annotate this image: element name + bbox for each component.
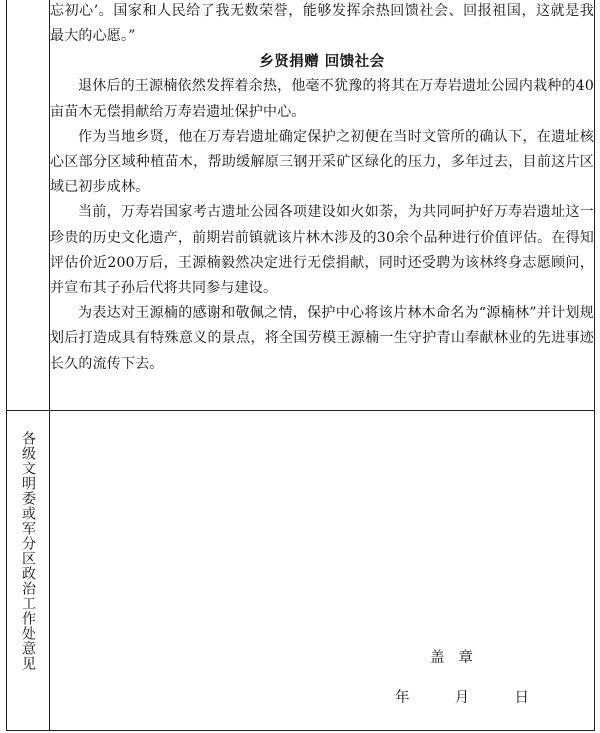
date-year: 年 bbox=[395, 690, 410, 706]
opinion-row bbox=[7, 411, 595, 731]
opinion-label: 各级文明委或军分区政治工作处意见 bbox=[20, 431, 36, 671]
paragraph-2: 作为当地乡贤，他在万寿岩遗址确定保护之初便在当时文管所的确认下，在遗址核心区部分区域种植苗木，帮助缓解原三钢开采矿区绿化的压力，多年过去，目前这片区域已初步成林。 bbox=[50, 128, 594, 196]
date-line bbox=[395, 686, 529, 707]
date-day: 日 bbox=[514, 690, 529, 706]
opinion-content-cell[interactable] bbox=[50, 411, 595, 731]
paragraph-1: 退休后的王源楠依然发挥着余热，他毫不犹豫的将其在万寿岩遗址公园内栽种的40亩苗木无偿捐献给万寿岩遗址保护中心。 bbox=[50, 78, 594, 120]
seal-text: 盖章 bbox=[430, 650, 487, 666]
signature-area bbox=[50, 411, 594, 730]
opinion-label-cell bbox=[7, 411, 50, 731]
section-heading: 乡贤捐赠 回馈社会 bbox=[259, 53, 385, 71]
content-row bbox=[7, 0, 595, 411]
date-month: 月 bbox=[454, 690, 470, 706]
empty-label-cell bbox=[7, 0, 50, 411]
content-cell bbox=[50, 0, 595, 411]
paragraph-4: 为表达对王源楠的感谢和敬佩之情，保护中心将该片林木命名为“源楠林”并计划规划后打造成具有特殊意义的景点，将全国劳模王源楠一生守护青山奉献林业的先进事迹长久的流传下去。 bbox=[50, 305, 594, 372]
paragraph-intro-tail: 忘初心’。国家和人民给了我无数荣誉，能够发挥余热回馈社会、回报祖国，这就是我最大的心愿。” bbox=[50, 3, 594, 45]
form-table bbox=[6, 0, 595, 731]
paragraph-3: 当前，万寿岩国家考古遗址公园各项建设如火如荼，为共同呵护好万寿岩遗址这一珍贵的历史文化遗产，前期岩前镇就该片林木涉及的30余个品种进行价值评估。在得知评估价近200万后，王源楠毅然决定进行无偿捐献，同时还受聘为该林终身志愿顾问，并宣布其子孙后代将共同参与建设。 bbox=[50, 204, 594, 297]
